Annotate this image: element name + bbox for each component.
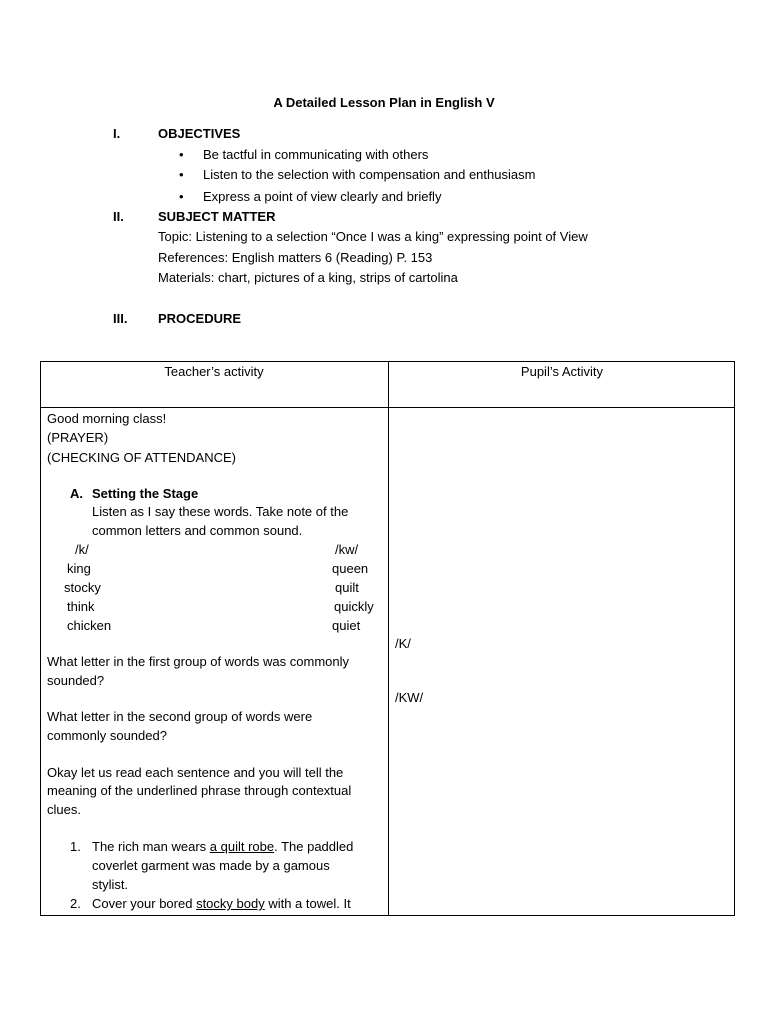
procedure-heading: PROCEDURE [158,311,242,326]
sentence-continuation: coverlet garment was made by a gamous [92,858,330,873]
group1-word: stocky [64,580,101,595]
question-text: What letter in the first group of words was commonly [47,654,350,669]
objective-item: Listen to the selection with compensation and enthusiasm [203,167,536,182]
instruction-text: clues. [47,802,81,817]
group2-header: /kw/ [335,542,359,557]
pupil-answer: /KW/ [395,690,424,705]
bullet-icon: • [179,189,184,204]
objectives-numeral: I. [113,126,121,141]
group2-word: queen [332,561,369,576]
question-text: What letter in the second group of words were [47,709,313,724]
group1-word: king [67,561,91,576]
attendance-text: (CHECKING OF ATTENDANCE) [47,450,236,465]
group2-word: quickly [334,599,374,614]
document-title: A Detailed Lesson Plan in English V [273,95,495,110]
objective-item: Express a point of view clearly and briefly [203,189,442,204]
sentence-number: 2. [70,896,81,911]
pupil-activity-header: Pupil’s Activity [520,364,604,379]
pupil-answer: /K/ [395,636,411,651]
procedure-numeral: III. [113,311,128,326]
subject-matter-heading: SUBJECT MATTER [158,209,276,224]
stage-heading: Setting the Stage [92,486,199,501]
group1-word: chicken [67,618,112,633]
underlined-phrase: stocky body [196,896,265,911]
instruction-text: Okay let us read each sentence and you will tell the [47,765,344,780]
table-column-divider [388,361,389,916]
group2-word: quilt [335,580,359,595]
objective-item: Be tactful in communicating with others [203,147,429,162]
group2-word: quiet [332,618,361,633]
greeting-text: Good morning class! [47,411,167,426]
question-text: commonly sounded? [47,728,167,743]
sentence-continuation: stylist. [92,877,129,892]
topic-line: Topic: Listening to a selection “Once I was a king” expressing point of View [158,229,588,244]
stage-marker: A. [70,486,83,501]
sentence-item: The rich man wears a quilt robe. The paddled [92,839,354,854]
sentence-item: Cover your bored stocky body with a towel. It [92,896,351,911]
stage-instruction: common letters and common sound. [92,523,303,538]
prayer-text: (PRAYER) [47,430,109,445]
subject-matter-numeral: II. [113,209,124,224]
group1-header: /k/ [75,542,89,557]
group1-word: think [67,599,95,614]
table-header-divider [40,407,735,408]
question-text: sounded? [47,673,105,688]
bullet-icon: • [179,147,184,162]
underlined-phrase: a quilt robe [209,839,275,854]
bullet-icon: • [179,167,184,182]
references-line: References: English matters 6 (Reading) P. 153 [158,250,433,265]
objectives-heading: OBJECTIVES [158,126,241,141]
materials-line: Materials: chart, pictures of a king, strips of cartolina [158,270,458,285]
instruction-text: meaning of the underlined phrase through contextual [47,783,352,798]
sentence-number: 1. [70,839,81,854]
stage-instruction: Listen as I say these words. Take note of the [92,504,349,519]
teacher-activity-header: Teacher’s activity [164,364,264,379]
